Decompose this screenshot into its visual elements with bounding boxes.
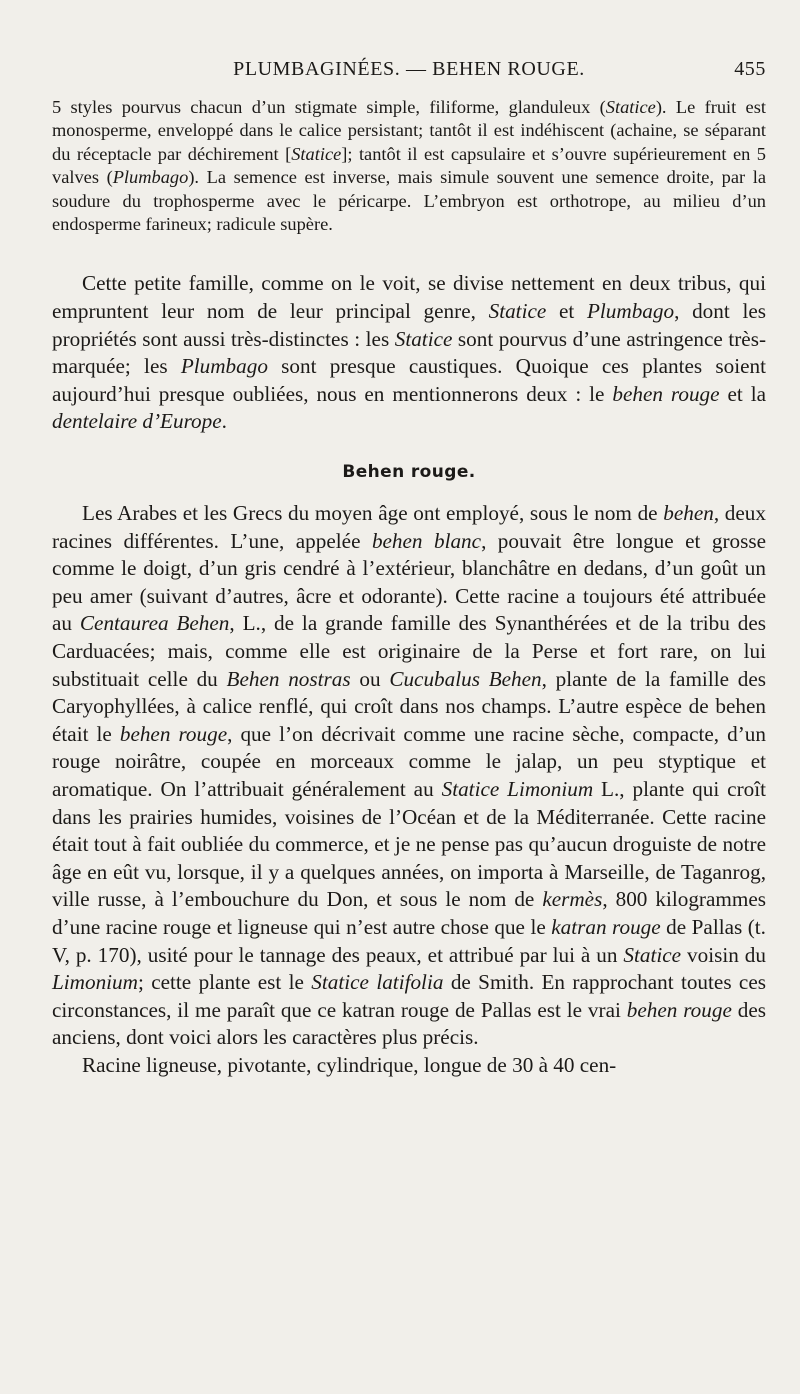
paragraph-fruit-description: 5 styles pourvus chacun d’un stigmate simple, filiforme, glanduleux (Statice). Le fruit est monosperme, enveloppé dans le calice persistant; tantôt il est indéhiscent (achaine, se séparant du réceptacle par déchirement [Statice]; tantôt il est capsulaire et s’ouvre supérieurement en 5 valves (Plumbago). La semence est inverse, mais simule souvent une semence droite, par la soudure du trophosperme avec le péricarpe. L’embryon est orthotrope, au milieu d’un endosperme farineux; radicule supère.: [52, 97, 766, 235]
page-number: 455: [734, 58, 766, 80]
book-page: [52, 58, 766, 1079]
paragraph-root-description: Racine ligneuse, pivotante, cylindrique, longue de 30 à 40 cen-: [82, 1052, 617, 1077]
section-heading: Behen rouge.: [342, 462, 476, 482]
running-header: [52, 58, 766, 88]
running-title: PLUMBAGINÉES. — BEHEN ROUGE.: [233, 58, 585, 80]
paragraph-behen-history: Les Arabes et les Grecs du moyen âge ont employé, sous le nom de behen, deux racines différentes. L’une, appelée behen blanc, pouvait être longue et grosse comme le doigt, d’un gris cendré à l’extérieur, blanchâtre en dedans, d’un goût un peu amer (suivant d’autres, âcre et odorante). Cette racine a toujours été attribuée au Centaurea Behen, L., de la grande famille des Synanthérées et de la tribu des Carduacées; mais, comme elle est originaire de la Perse et fort rare, on lui substituait celle du Behen nostras ou Cucubalus Behen, plante de la famille des Caryophyllées, à calice renflé, qui croît dans nos champs. L’autre espèce de behen était le behen rouge, que l’on décrivait comme une racine sèche, compacte, d’un rouge noirâtre, coupée en morceaux comme le jalap, un peu styptique et aromatique. On l’attribuait généralement au Statice Limonium L., plante qui croît dans les prairies humides, voisines de l’Océan et de la Méditerranée. Cette racine était tout à fait oubliée du commerce, et je ne pense pas qu’aucun droguiste de notre âge en eût vu, lorsque, il y a quelques années, on importa à Marseille, de Taganrog, ville russe, à l’embouchure du Don, et sous le nom de kermès, 800 kilogrammes d’une racine rouge et ligneuse qui n’est autre chose que le katran rouge de Pallas (t. V, p. 170), usité pour le tannage des peaux, et attribué par lui à un Statice voisin du Limonium; cette plante est le Statice latifolia de Smith. En rapprochant toutes ces circonstances, il me paraît que ce katran rouge de Pallas est le vrai behen rouge des anciens, dont voici alors les caractères plus précis.: [52, 501, 767, 1050]
paragraph-family-tribes: Cette petite famille, comme on le voit, se divise nettement en deux tribus, qui empruntent leur nom de leur principal genre, Statice et Plumbago, dont les propriétés sont aussi très-distinctes : les Statice sont pourvus d’une astringence très-marquée; les Plumbago sont presque caustiques. Quoique ces plantes soient aujourd’hui presque oubliées, nous en mentionnerons deux : le behen rouge et la dentelaire d’Europe.: [52, 271, 767, 434]
